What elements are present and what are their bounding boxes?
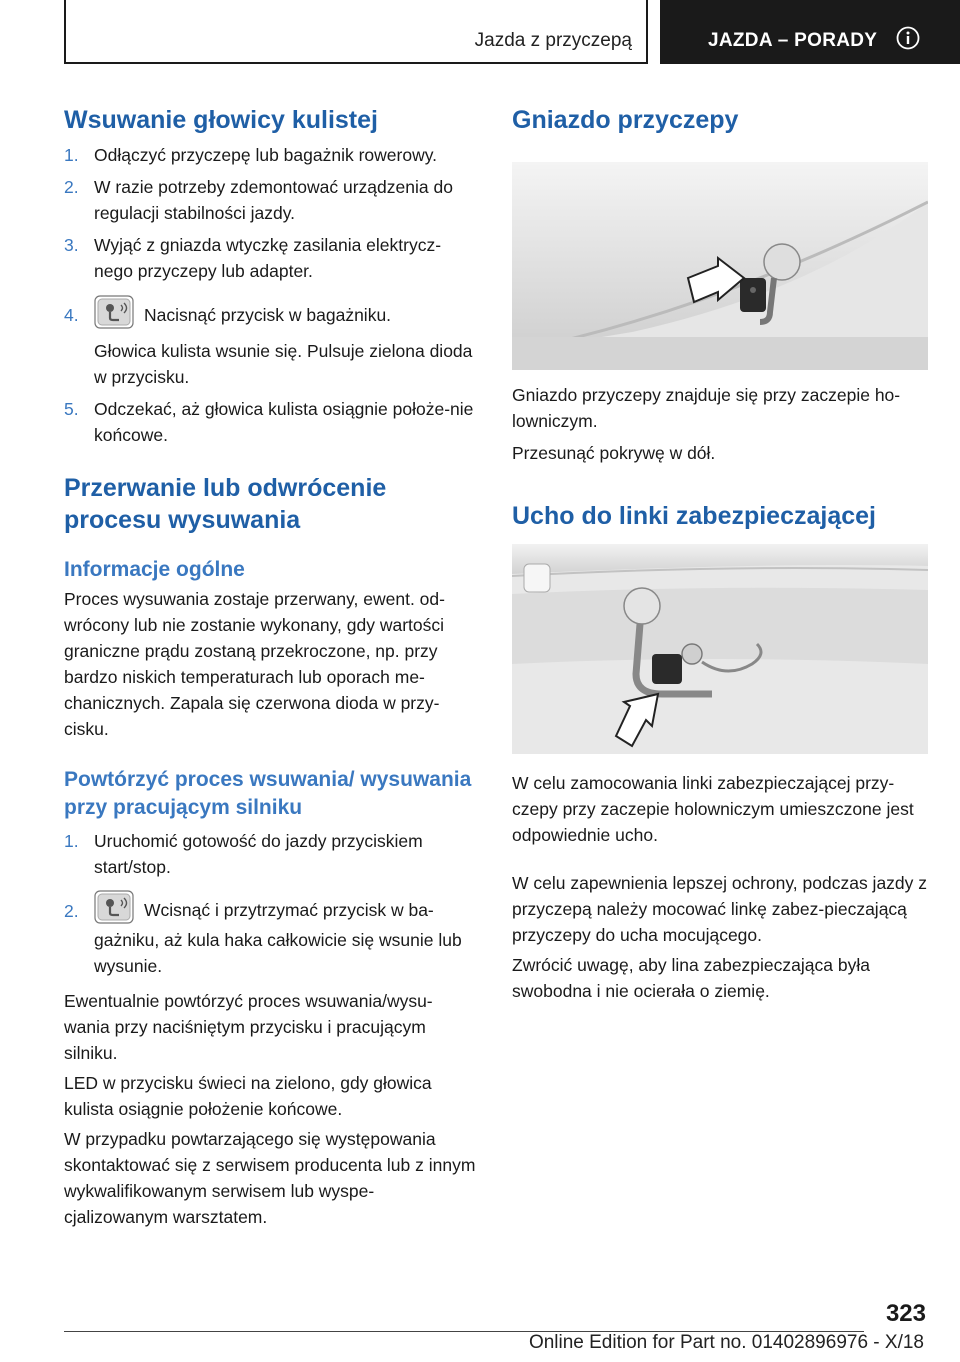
header-section-title: Jazda z przyczepą	[474, 30, 632, 51]
header-chapter-box	[660, 0, 960, 64]
repeat-paragraph-1: Ewentualnie powtórzyć proces wsuwania/wysu‐wania przy naciśniętym przycisku i pracującym silniku.	[64, 991, 433, 1063]
trailer-hitch-button-icon	[94, 295, 134, 329]
list-item: 2. Wcisnąć i przytrzymać przycisk w ba‐gażniku, aż kula haka całkowicie się wsunie lub wysunie.	[64, 890, 478, 979]
list-item: 1. Odłączyć przyczepę lub bagażnik rowerowy.	[64, 145, 438, 165]
list-item: 1. Uruchomić gotowość do jazdy przyciskiem start/stop.	[64, 831, 423, 877]
socket-title: Gniazdo przyczepy	[512, 106, 739, 134]
repeat-title: Powtórzyć proces wsuwania/ wysuwania przy pracującym silniku	[64, 768, 472, 819]
page-number: 323	[885, 1300, 926, 1327]
repeat-paragraph-3: W przypadku powtarzającego się występowania skontaktować się z serwisem producenta lub z innym wykwalifikowanym serwisem lub wyspe‐cjalizowanym warsztatem.	[64, 1129, 476, 1227]
list-item: 4. Nacisnąć przycisk w bagażniku. Głowica kulista wsunie się. Pulsuje zielona dioda w przycisku.	[64, 294, 478, 390]
info-icon	[896, 26, 920, 50]
header-section-box	[64, 0, 648, 64]
general-info-title: Informacje ogólne	[64, 558, 245, 581]
step-note: Głowica kulista wsunie się. Pulsuje zielona dioda w przycisku.	[94, 341, 473, 387]
retract-title: Wsuwanie głowicy kulistej	[64, 106, 378, 134]
socket-paragraph-1: Gniazdo przyczepy znajduje się przy zaczepie ho‐lowniczym.	[512, 385, 901, 431]
safety-eye-paragraph-3: Zwrócić uwagę, aby lina zabezpieczająca była swobodna i nie ocierała o ziemię.	[512, 955, 870, 1001]
footer-edition: Online Edition for Part no. 01402896976 - X/18	[528, 1332, 924, 1353]
safety-eye-image	[512, 544, 928, 754]
safety-eye-title: Ucho do linki zabezpieczającej	[512, 502, 877, 530]
safety-eye-paragraph-1: W celu zamocowania linki zabezpieczającej przy‐czepy przy zaczepie holowniczym umieszczone jest odpowiednie ucho.	[512, 773, 914, 845]
interrupt-title: Przerwanie lub odwrócenie procesu wysuwania	[64, 474, 387, 534]
repeat-paragraph-2: LED w przycisku świeci na zielono, gdy głowica kulista osiągnie położenie końcowe.	[64, 1073, 432, 1119]
socket-paragraph-2: Przesunąć pokrywę w dół.	[512, 443, 716, 463]
list-item: 2. W razie potrzeby zdemontować urządzenia do regulacji stabilności jazdy.	[64, 177, 453, 223]
list-item: 5. Odczekać, aż głowica kulista osiągnie położe‐nie końcowe.	[64, 399, 474, 445]
list-item: 3. Wyjąć z gniazda wtyczkę zasilania elektrycz‐nego przyczepy lub adapter.	[64, 235, 442, 281]
safety-eye-paragraph-2: W celu zapewnienia lepszej ochrony, podczas jazdy z przyczepą należy mocować linkę zabez‐pieczającą przyczepy do ucha mocującego.	[512, 873, 928, 945]
trailer-socket-image	[512, 162, 928, 370]
retract-steps-list	[64, 142, 478, 448]
general-info-text: Proces wysuwania zostaje przerwany, ewent. od‐wrócony lub nie zostanie wykonany, gdy wartości graniczne prądu zostaną przekroczone, np. przy bardzo niskich temperaturach lub oporach me‐chanicznych. Zapala się czerwona dioda w przy‐cisku.	[64, 589, 445, 739]
trailer-hitch-button-icon	[94, 890, 134, 924]
repeat-steps-list	[64, 828, 478, 979]
header-chapter-title: JAZDA – PORADY	[708, 30, 878, 51]
